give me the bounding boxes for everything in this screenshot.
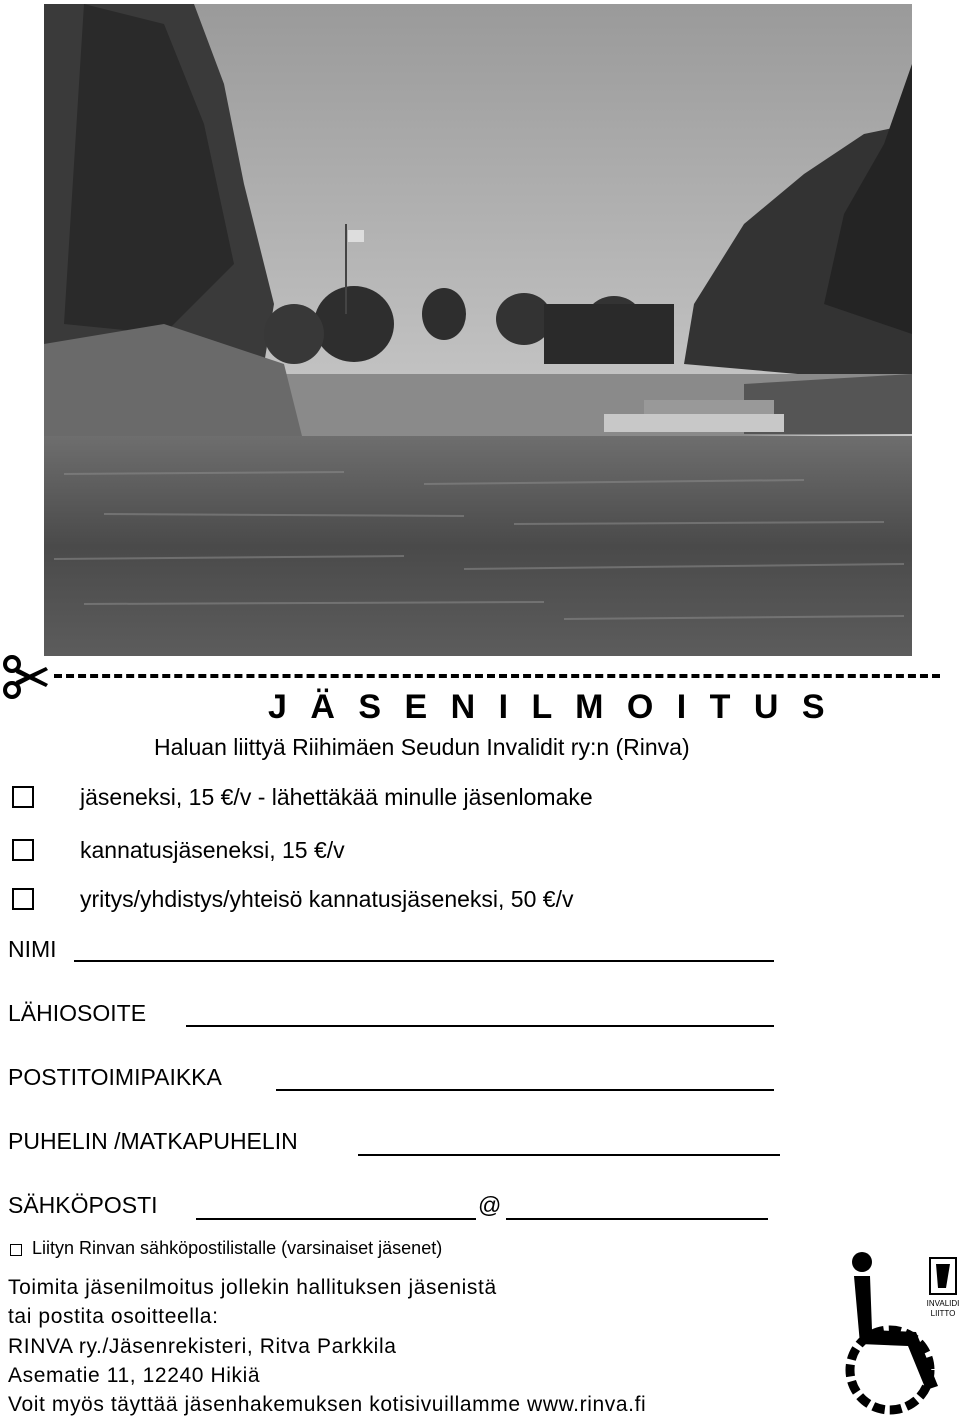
website-line: Voit myös täyttää jäsenhakemuksen kotisivuillamme www.rinva.fi <box>8 1393 647 1416</box>
name-label: NIMI <box>8 936 57 962</box>
lake-photo <box>44 4 912 656</box>
street-address-line: Asematie 11, 12240 Hikiä <box>8 1364 261 1387</box>
postal-label: POSTITOIMIPAIKKA <box>8 1064 222 1090</box>
recipient-line: RINVA ry./Jäsenrekisteri, Ritva Parkkila <box>8 1335 397 1358</box>
address-field[interactable] <box>186 1025 774 1027</box>
support-member-option-label: kannatusjäseneksi, 15 €/v <box>80 837 345 863</box>
support-member-checkbox[interactable] <box>12 839 34 861</box>
scissors-icon <box>2 654 50 700</box>
postal-field[interactable] <box>276 1089 774 1091</box>
email-label: SÄHKÖPOSTI <box>8 1192 158 1218</box>
company-support-option-label: yritys/yhdistys/yhteisö kannatusjäseneksi, 50 €/v <box>80 886 574 912</box>
email-user-field[interactable] <box>196 1218 476 1220</box>
phone-field[interactable] <box>358 1154 780 1156</box>
cut-line <box>54 674 940 678</box>
logo-text-1: INVALIDI <box>926 1299 960 1308</box>
email-at-sign: @ <box>478 1192 502 1218</box>
name-field[interactable] <box>74 960 774 962</box>
form-title: J Ä S E N I L M O I T U S <box>268 688 832 726</box>
membership-option-label: jäseneksi, 15 €/v - lähettäkää minulle jäsenlomake <box>80 784 593 810</box>
instructions-line-2: tai postita osoitteella: <box>8 1305 219 1328</box>
mailing-list-checkbox[interactable] <box>10 1244 22 1256</box>
membership-checkbox[interactable] <box>12 786 34 808</box>
email-domain-field[interactable] <box>506 1218 768 1220</box>
wheelchair-logo-icon <box>820 1248 960 1420</box>
company-support-checkbox[interactable] <box>12 888 34 910</box>
logo-text-2: LIITTO <box>930 1309 956 1318</box>
instructions-line-1: Toimita jäsenilmoitus jollekin hallituksen jäsenistä <box>8 1276 497 1299</box>
phone-label: PUHELIN /MATKAPUHELIN <box>8 1128 298 1154</box>
address-label: LÄHIOSOITE <box>8 1000 147 1026</box>
mailing-list-label: Liityn Rinvan sähköpostilistalle (varsinaiset jäsenet) <box>32 1238 443 1258</box>
form-subtitle: Haluan liittyä Riihimäen Seudun Invalidit ry:n (Rinva) <box>154 734 690 760</box>
